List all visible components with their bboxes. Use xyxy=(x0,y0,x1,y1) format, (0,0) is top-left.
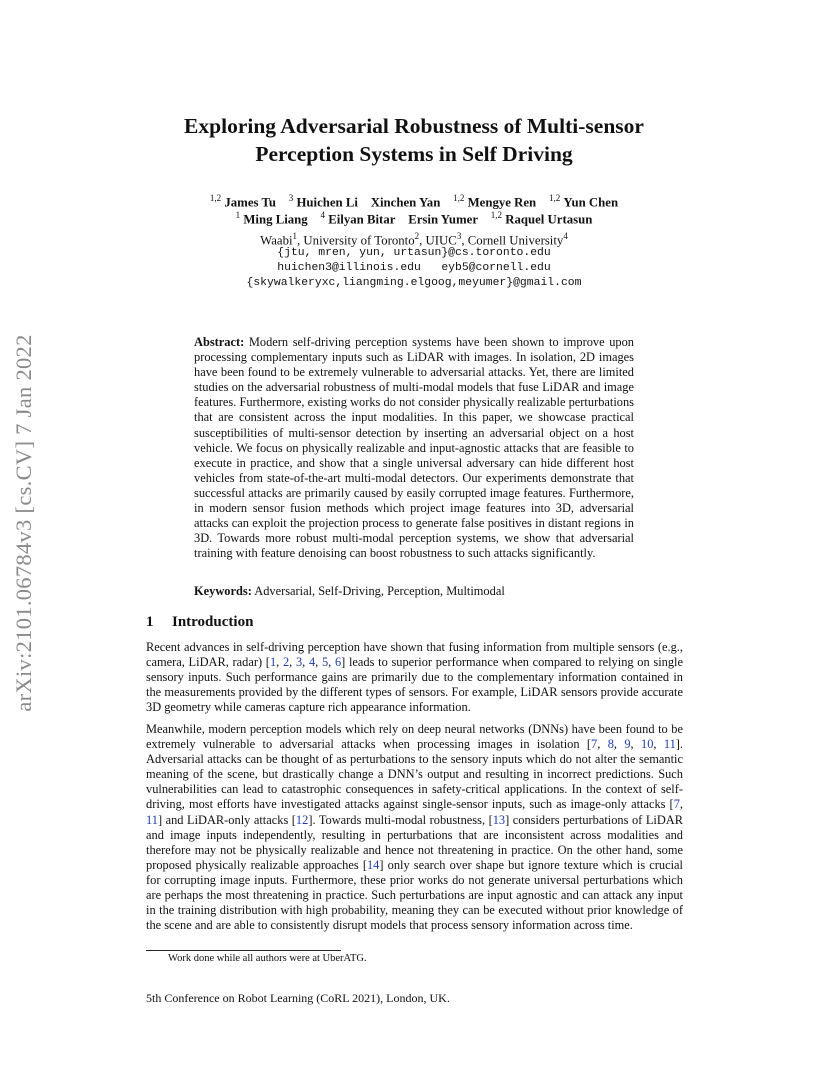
section-number: 1 xyxy=(146,614,154,630)
affil-sup: 2 xyxy=(414,231,420,241)
para-text: ] considers perturbations of LiDAR and image inputs independently, resulting in perturbations that are inconsistent across modalities and therefore may not be physically realizable and hence not threatening in practice. On the other hand, some proposed physically realizable approaches [ xyxy=(146,812,683,872)
citation-link[interactable]: 11 xyxy=(663,737,676,752)
affil-text: , Cornell University xyxy=(461,233,564,248)
citation-link[interactable]: 6 xyxy=(334,655,342,670)
para-text: ] and LiDAR-only attacks [ xyxy=(157,812,296,827)
citation-link[interactable]: 7 xyxy=(673,797,680,812)
citation-link[interactable]: 10 xyxy=(641,737,654,752)
conference-footer: 5th Conference on Robot Learning (CoRL 2021), London, UK. xyxy=(146,991,450,1005)
keywords-label: Keywords: xyxy=(194,584,252,598)
email-line-2: huichen3@illinois.edu eyb5@cornell.edu xyxy=(277,262,551,274)
affil-text: , UIUC xyxy=(419,233,457,248)
keywords xyxy=(194,584,634,599)
author-name: Ersin Yumer xyxy=(408,212,478,227)
email-line-1: {jtu, mren, yun, urtasun}@cs.toronto.edu xyxy=(277,247,551,259)
citation-link[interactable]: 1 xyxy=(269,655,277,670)
citation-link[interactable]: 2 xyxy=(282,655,290,670)
author-name: Eilyan Bitar xyxy=(328,212,396,227)
author-sup: 1,2 xyxy=(490,210,503,220)
author-name: Raquel Urtasun xyxy=(505,212,593,227)
citation-link[interactable]: 3 xyxy=(295,655,303,670)
para-text: , xyxy=(653,737,664,752)
para-text: ] only search over shape but ignore texture which is crucial for corrupting image inputs. Furthermore, these prior works do not generate universal perturbations which are perhaps the most threatening in practice. Such perturbations are input agnostic and can attack any input in the training distribution with high probability, meaning they can be executed without prior knowledge of the scene and are able to consistently disrupt models that process sensory information across time. xyxy=(146,857,683,933)
footnote-divider xyxy=(146,950,341,951)
para-text: ]. Towards multi-modal robustness, [ xyxy=(308,812,493,827)
para-text: , xyxy=(315,655,322,670)
para-text: , xyxy=(302,655,309,670)
author-name: Mengye Ren xyxy=(467,195,537,210)
citation-link[interactable]: 8 xyxy=(607,737,614,752)
author-name: Ming Liang xyxy=(243,212,308,227)
affil-sup: 4 xyxy=(563,231,568,241)
author-name: Huichen Li xyxy=(296,195,358,210)
author-sup: 1,2 xyxy=(209,193,222,203)
title-line-1: Exploring Adversarial Robustness of Multi-sensor xyxy=(184,114,644,138)
arxiv-sidebar-stamp: arXiv:2101.06784v3 [cs.CV] 7 Jan 2022 xyxy=(11,334,36,712)
affil-text: , University of Toronto xyxy=(297,233,415,248)
para-text: , xyxy=(613,737,625,752)
para-text: , xyxy=(276,655,283,670)
section-heading xyxy=(146,614,253,631)
para-text: , xyxy=(597,737,608,752)
citation-link[interactable]: 9 xyxy=(624,737,631,752)
author-line-2 xyxy=(100,207,728,228)
citation-link[interactable]: 12 xyxy=(295,812,309,827)
affil-sup: 1 xyxy=(292,231,298,241)
author-name: James Tu xyxy=(224,195,276,210)
section-title: Introduction xyxy=(172,614,254,630)
affil-text: Waabi xyxy=(260,233,293,248)
para-text: ]. Adversarial attacks can be thought of as perturbations to the sensory inputs which do not alter the semantic meaning of the scene, but drastically change a DNN’s output and resulting in incorrect predictions. Such vulnerabilities can lead to catastrophic consequences in safety-critical applications. In the context of self-driving, most efforts have investigated attacks against single-sensor inputs, such as image-only attacks [ xyxy=(146,737,684,812)
para-text: ] leads to superior performance when compared to relying on single sensory inputs. Such performance gains are primarily due to the complementary information contained in the measurements provided by the different types of sensors. For example, LiDAR sensors provide accurate 3D geometry while cameras capture rich appearance information. xyxy=(146,655,683,715)
para-text: , xyxy=(328,655,335,670)
intro-paragraph-2 xyxy=(146,722,683,933)
abstract xyxy=(194,335,634,561)
para-text: , xyxy=(289,655,296,670)
citation-link[interactable]: 7 xyxy=(591,737,598,752)
author-sup: 1,2 xyxy=(453,193,465,203)
citation-link[interactable]: 11 xyxy=(146,812,158,827)
title-line-2: Perception Systems in Self Driving xyxy=(255,142,573,166)
abstract-label: Abstract: xyxy=(194,335,245,349)
intro-paragraph-1 xyxy=(146,640,683,715)
para-text: , xyxy=(630,737,641,752)
author-sup: 1 xyxy=(235,210,241,220)
author-sup: 1,2 xyxy=(548,193,561,203)
email-line-3: {skywalkeryxc,liangming.elgoog,meyumer}@gmail.com xyxy=(246,277,582,289)
footnote: Work done while all authors were at UberATG. xyxy=(168,953,367,964)
abstract-text: Modern self-driving perception systems have been shown to improve upon processing complementary inputs such as LiDAR with images. In isolation, 2D images have been found to be extremely vulnerable to adversarial attacks. Yet, there are limited studies on the adversarial robustness of multi-modal models that fuse LiDAR and image features. Furthermore, existing works do not consider physically realizable perturbations that are consistent across the input modalities. In this paper, we showcase practical susceptibilities of multi-sensor detection by inserting an adversarial object on a host vehicle. We focus on physically realizable and input-agnostic attacks that are feasible to execute in practice, and show that a single universal adversary can hide different host vehicles from state-of-the-art multi-modal detectors. Our experiments demonstrate that successful attacks are primarily caused by easily corrupted image features. Furthermore, in modern sensor fusion methods which project image features into 3D, adversarial attacks can exploit the projection process to generate false positives in distant regions in 3D. Towards more robust multi-modal perception systems, we show that adversarial training with feature denoising can boost robustness to such attacks significantly. xyxy=(194,335,634,561)
citation-link[interactable]: 4 xyxy=(308,655,316,670)
para-text: Recent advances in self-driving perception have shown that fusing information from multiple sensors (e.g., camera, LiDAR, radar) [ xyxy=(146,640,683,670)
author-name: Xinchen Yan xyxy=(370,195,441,210)
author-name: Yun Chen xyxy=(563,195,619,210)
keywords-text: Adversarial, Self-Driving, Perception, Multimodal xyxy=(254,584,505,598)
paper-title xyxy=(100,112,728,168)
citation-link[interactable]: 14 xyxy=(366,857,380,872)
para-text: Meanwhile, modern perception models which rely on deep neural networks (DNNs) have been found to be extremely vulnerable to adversarial attacks when processing images in isolation [ xyxy=(146,722,683,752)
citation-link[interactable]: 5 xyxy=(321,655,329,670)
author-sup: 4 xyxy=(320,210,325,220)
para-text: , xyxy=(679,797,683,812)
author-sup: 3 xyxy=(288,193,294,203)
affil-sup: 3 xyxy=(456,231,462,241)
citation-link[interactable]: 13 xyxy=(492,812,506,827)
